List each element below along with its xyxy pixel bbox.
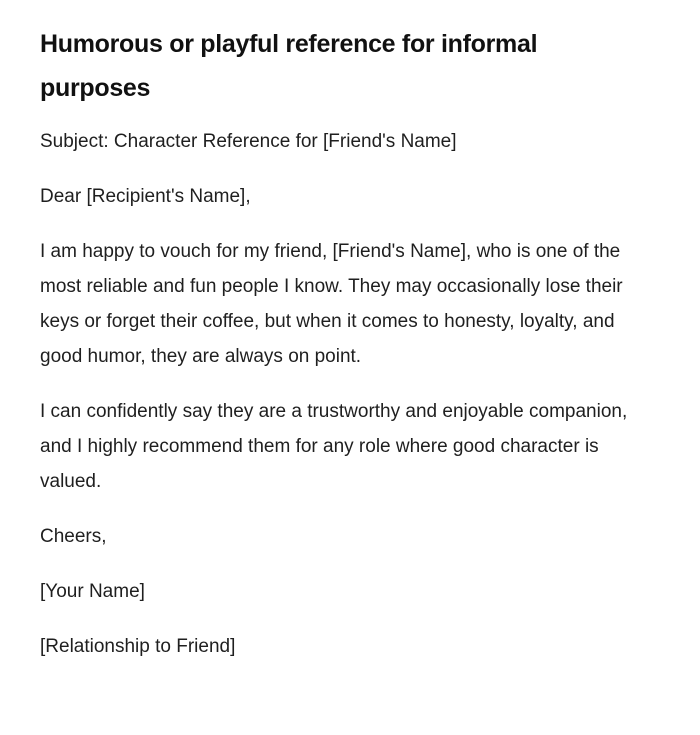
salutation: Dear [Recipient's Name], [40, 186, 251, 207]
body-paragraph-2: I can confidently say they are a trustworthy and enjoyable companion, and I highly recommend them for any role where good character is valued. [40, 401, 628, 492]
closing: Cheers, [40, 526, 107, 547]
signature-relationship: [Relationship to Friend] [40, 636, 236, 657]
signature-name: [Your Name] [40, 581, 145, 602]
body-paragraph-1: I am happy to vouch for my friend, [Friend's Name], who is one of the most reliable and fun people I know. They may occasionally lose their keys or forget their coffee, but when it comes to honesty, loyalty, and good humor, they are always on point. [40, 241, 623, 367]
page-title: Humorous or playful reference for informal purposes [40, 30, 538, 102]
subject-line: Subject: Character Reference for [Friend's Name] [40, 131, 457, 152]
